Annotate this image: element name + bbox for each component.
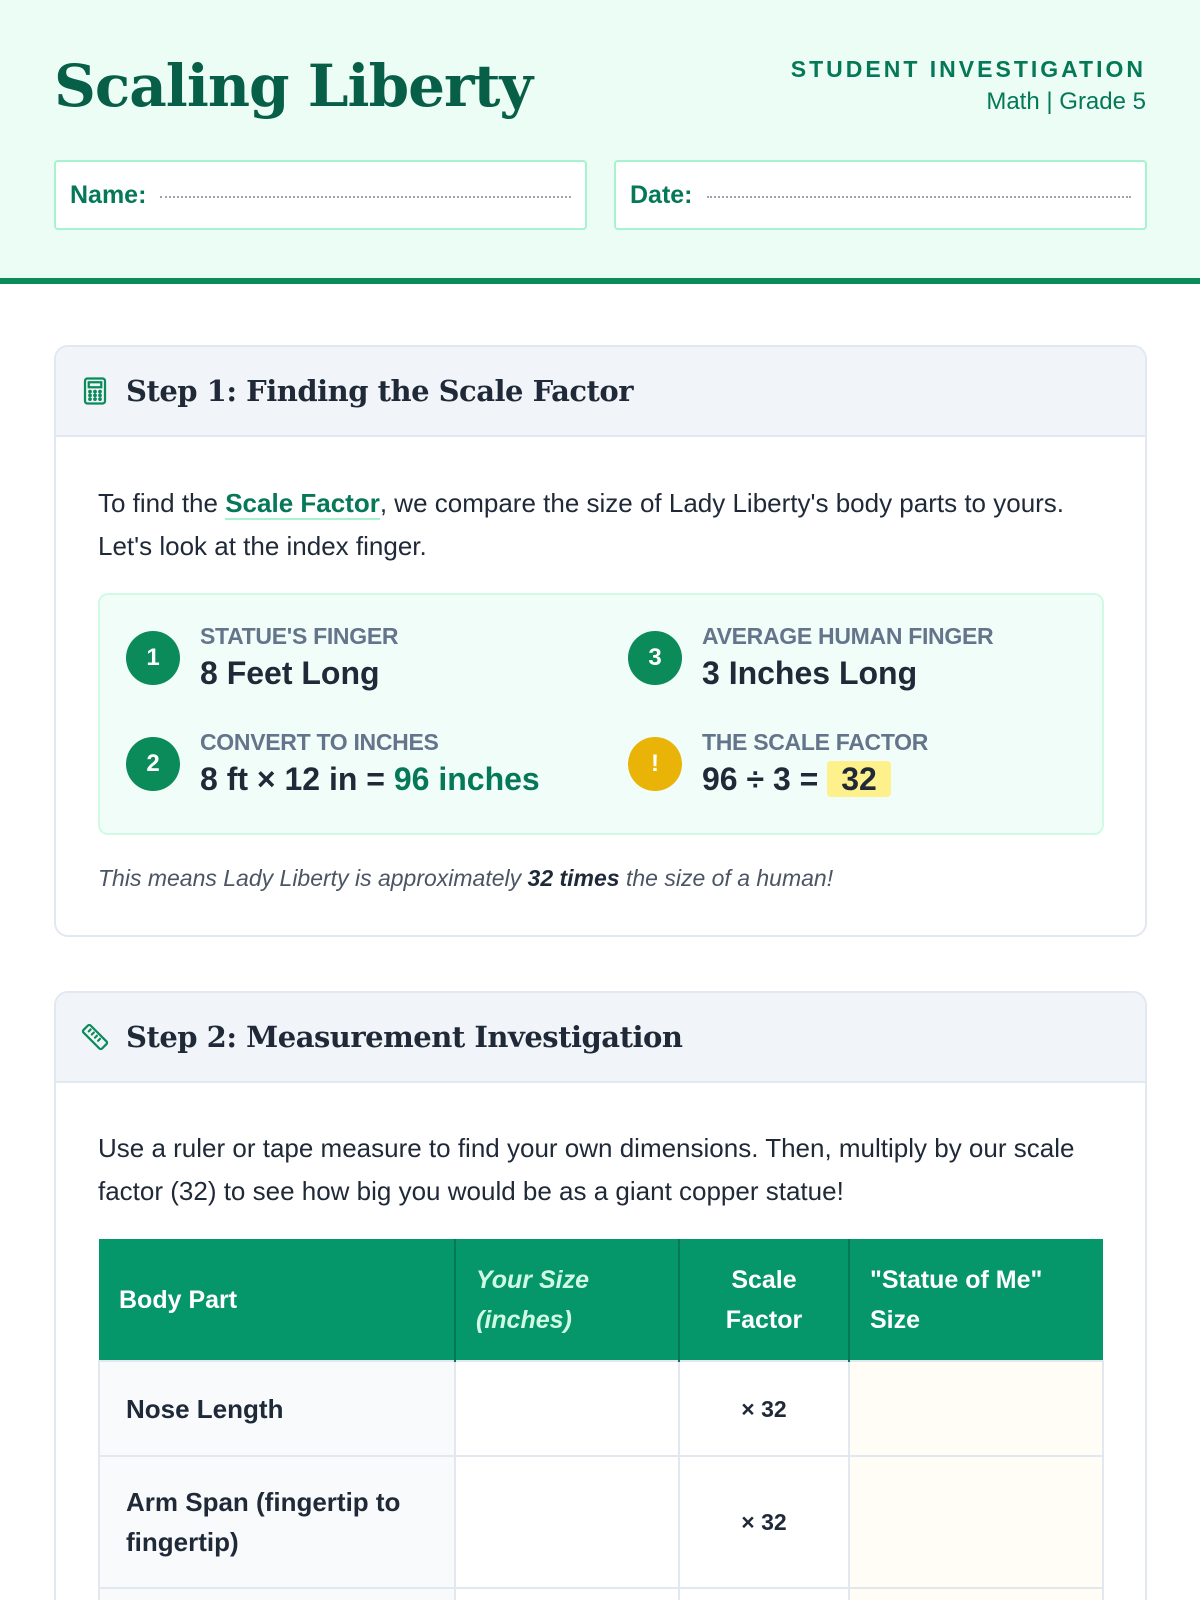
calc-step-value — [702, 757, 928, 801]
page-title: Scaling Liberty — [54, 52, 533, 120]
table-header-row — [99, 1239, 1103, 1361]
ruler-icon — [80, 1022, 110, 1052]
step2-card — [54, 991, 1147, 1600]
calc-step-convert — [126, 727, 540, 801]
step2-title: Step 2: Measurement Investigation — [126, 1020, 683, 1054]
step1-note — [98, 865, 833, 892]
statue-size-input[interactable] — [849, 1361, 1103, 1456]
subject-grade: Math | Grade 5 — [986, 88, 1146, 115]
calc-step-value: 3 Inches Long — [702, 655, 918, 691]
calc-step-label: AVERAGE HUMAN FINGER — [702, 623, 994, 649]
calc-step-label: STATUE'S FINGER — [200, 623, 399, 649]
calc-step-label: CONVERT TO INCHES — [200, 729, 439, 755]
name-field[interactable] — [54, 160, 587, 230]
calc-step-value: 8 Feet Long — [200, 655, 380, 691]
date-label: Date: — [630, 180, 693, 209]
your-size-input[interactable] — [455, 1456, 679, 1588]
name-label: Name: — [70, 180, 147, 209]
step-number-badge: 2 — [126, 737, 180, 791]
table-row — [99, 1588, 1103, 1600]
table-row — [99, 1456, 1103, 1588]
scale-factor-cell — [679, 1588, 849, 1600]
intro-text: To find the — [98, 488, 226, 518]
column-header: Body Part — [99, 1239, 455, 1361]
column-header: Your Size (inches) — [455, 1239, 679, 1361]
scale-factor-cell: × 32 — [679, 1361, 849, 1456]
calc-step-human-finger — [628, 621, 993, 695]
step1-intro — [98, 482, 1105, 568]
step1-card — [54, 345, 1147, 937]
scale-factor-result: 32 — [827, 761, 891, 797]
measurement-table — [98, 1239, 1104, 1600]
calc-result: 96 inches — [393, 761, 540, 797]
step2-header — [56, 993, 1145, 1083]
your-size-input[interactable] — [455, 1361, 679, 1456]
name-line[interactable] — [160, 196, 571, 198]
step1-title: Step 1: Finding the Scale Factor — [126, 374, 634, 408]
note-text: This means Lady Liberty is approximately — [98, 865, 528, 891]
calc-step-value — [200, 757, 540, 801]
calc-step-statue-finger — [126, 621, 398, 695]
scale-factor-term: Scale Factor — [225, 488, 380, 518]
step2-intro: Use a ruler or tape measure to find your own dimensions. Then, multiply by our scale factor (32) to see how big you would be as a giant copper statue! — [98, 1133, 1075, 1206]
calc-step-scale-factor — [628, 727, 928, 801]
note-emphasis: 32 times — [527, 865, 620, 891]
date-field[interactable] — [614, 160, 1147, 230]
worksheet-type: STUDENT INVESTIGATION — [790, 56, 1146, 82]
body-part-cell: Nose Length — [99, 1361, 455, 1456]
body-part-cell: Arm Span (fingertip to fingertip) — [99, 1456, 455, 1588]
column-header: "Statue of Me" Size — [849, 1239, 1103, 1361]
alert-icon: ! — [628, 737, 682, 791]
statue-size-input[interactable] — [849, 1456, 1103, 1588]
calc-step-label: THE SCALE FACTOR — [702, 729, 929, 755]
calc-expression: 8 ft × 12 in = — [200, 761, 394, 797]
date-line[interactable] — [707, 196, 1131, 198]
calculator-icon — [80, 376, 110, 406]
body-part-cell — [99, 1588, 455, 1600]
calculation-box — [98, 593, 1104, 835]
calc-expression: 96 ÷ 3 = — [702, 761, 828, 797]
scale-factor-cell: × 32 — [679, 1456, 849, 1588]
worksheet-header — [0, 0, 1200, 284]
intro-text-end: , we compare the size of Lady Liberty's body parts to yours. Let's look at the index finger. — [98, 488, 1065, 561]
statue-size-input[interactable] — [849, 1588, 1103, 1600]
step-number-badge: 3 — [628, 631, 682, 685]
step-number-badge: 1 — [126, 631, 180, 685]
table-row — [99, 1361, 1103, 1456]
note-text-end: the size of a human! — [619, 865, 834, 891]
step1-header — [56, 347, 1145, 437]
your-size-input[interactable] — [455, 1588, 679, 1600]
column-header: Scale Factor — [679, 1239, 849, 1361]
